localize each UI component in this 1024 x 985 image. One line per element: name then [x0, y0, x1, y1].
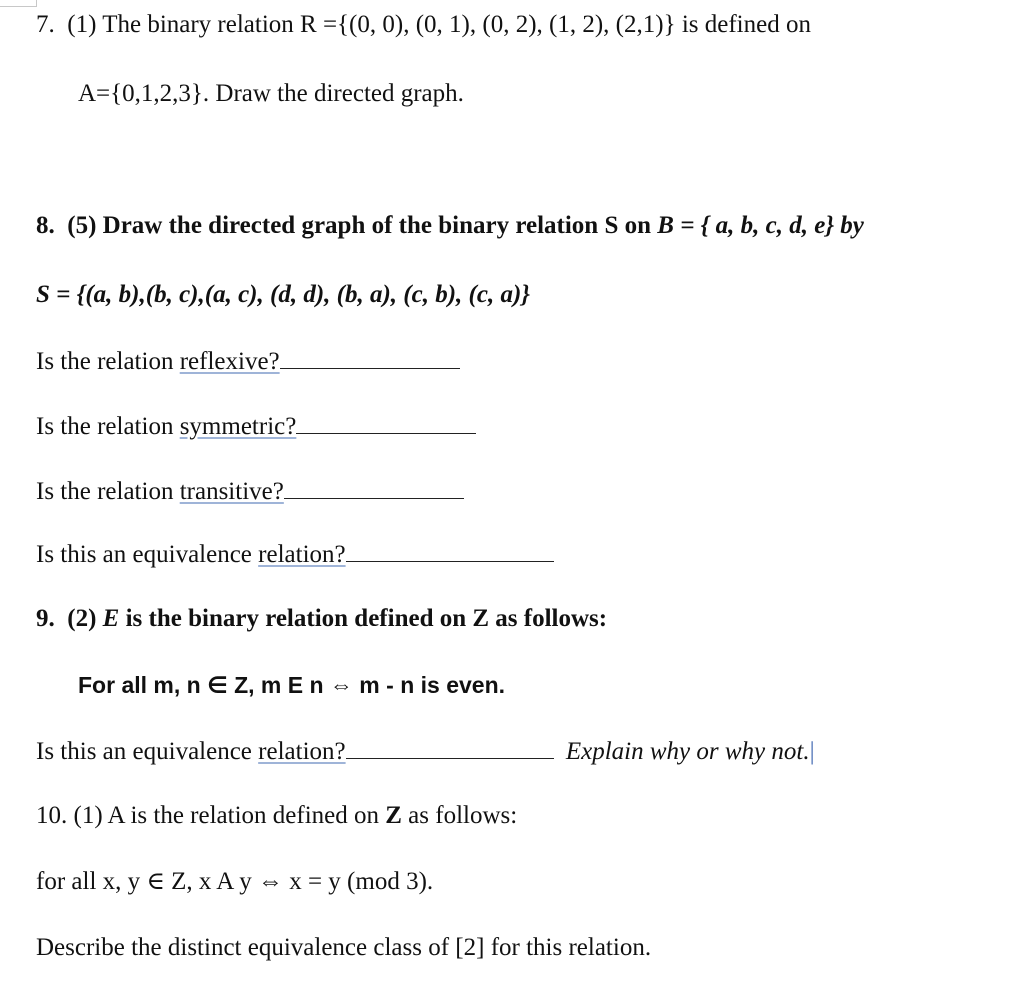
question-10-text-1b: as follows:: [401, 802, 518, 829]
q9-explain-prompt: Explain why or why not.: [565, 738, 810, 765]
symmetric-prefix: Is the relation: [36, 413, 180, 440]
transitive-word: transitive?: [179, 478, 284, 505]
question-10-definition: [36, 867, 433, 897]
question-7-number: 7.: [36, 11, 55, 38]
question-9-number: 9.: [36, 605, 55, 632]
question-9-points: (2): [67, 605, 103, 632]
question-10-text-1: 10. (1) A is the relation defined on: [36, 802, 386, 829]
question-10-describe: [36, 933, 651, 963]
question-7-line-1: [36, 10, 811, 40]
transitive-prefix: Is the relation: [36, 478, 180, 505]
q9-equivalence-prefix: Is this an equivalence: [36, 738, 259, 765]
question-9-definition: [78, 670, 505, 700]
question-8-reflexive: [36, 346, 460, 377]
question-9-text-1: is the binary relation defined on Z as follows:: [119, 605, 608, 632]
question-10-describe-text: Describe the distinct equivalence class of [2] for this relation.: [36, 934, 652, 961]
equivalence-answer-blank[interactable]: [346, 539, 554, 562]
question-8-symmetric: [36, 411, 476, 442]
question-8-equivalence: [36, 539, 554, 570]
page-corner-mark: [0, 0, 37, 7]
question-8-number: 8.: [36, 212, 55, 239]
question-8-set-b: B = { a, b, c, d, e} by: [657, 212, 864, 239]
question-8-relation-s-text: S = {(a, b),(b, c),(a, c), (d, d), (b, a), (c, b), (c, a)}: [36, 281, 530, 308]
question-7-text-1: (1) The binary relation R ={(0, 0), (0, 1), (0, 2), (1, 2), (2,1)} is defined on: [67, 11, 811, 38]
question-8-relation-s: [36, 280, 530, 310]
q9-equivalence-word: relation?: [258, 738, 346, 765]
transitive-answer-blank[interactable]: [284, 476, 464, 499]
question-8-transitive: [36, 476, 464, 507]
reflexive-word: reflexive?: [179, 348, 280, 375]
question-7-text-2: A={0,1,2,3}. Draw the directed graph.: [78, 80, 464, 107]
text-cursor[interactable]: |: [809, 738, 815, 765]
equivalence-prefix: Is this an equivalence: [36, 541, 259, 568]
reflexive-answer-blank[interactable]: [280, 346, 460, 369]
question-9-line-1: [36, 604, 607, 634]
symmetric-word: symmetric?: [179, 413, 297, 440]
equivalence-word: relation?: [258, 541, 346, 568]
question-7-line-2: [78, 79, 464, 109]
question-9-definition-text: For all m, n ∈ Z, m E n ⇔ m - n is even.: [78, 672, 506, 698]
question-9-e: E: [102, 605, 120, 632]
question-8-line-1: [36, 211, 864, 241]
symmetric-answer-blank[interactable]: [296, 411, 476, 434]
reflexive-prefix: Is the relation: [36, 348, 180, 375]
question-10-z: Z: [385, 802, 402, 829]
q9-equivalence-answer-blank[interactable]: [346, 736, 554, 759]
question-8-text-1: (5) Draw the directed graph of the binary relation S on: [67, 212, 658, 239]
question-10-definition-text: for all x, y ∈ Z, x A y ⇔ x = y (mod 3).: [36, 868, 434, 895]
question-9-equivalence: [36, 736, 815, 767]
question-10-line-1: [36, 801, 517, 831]
